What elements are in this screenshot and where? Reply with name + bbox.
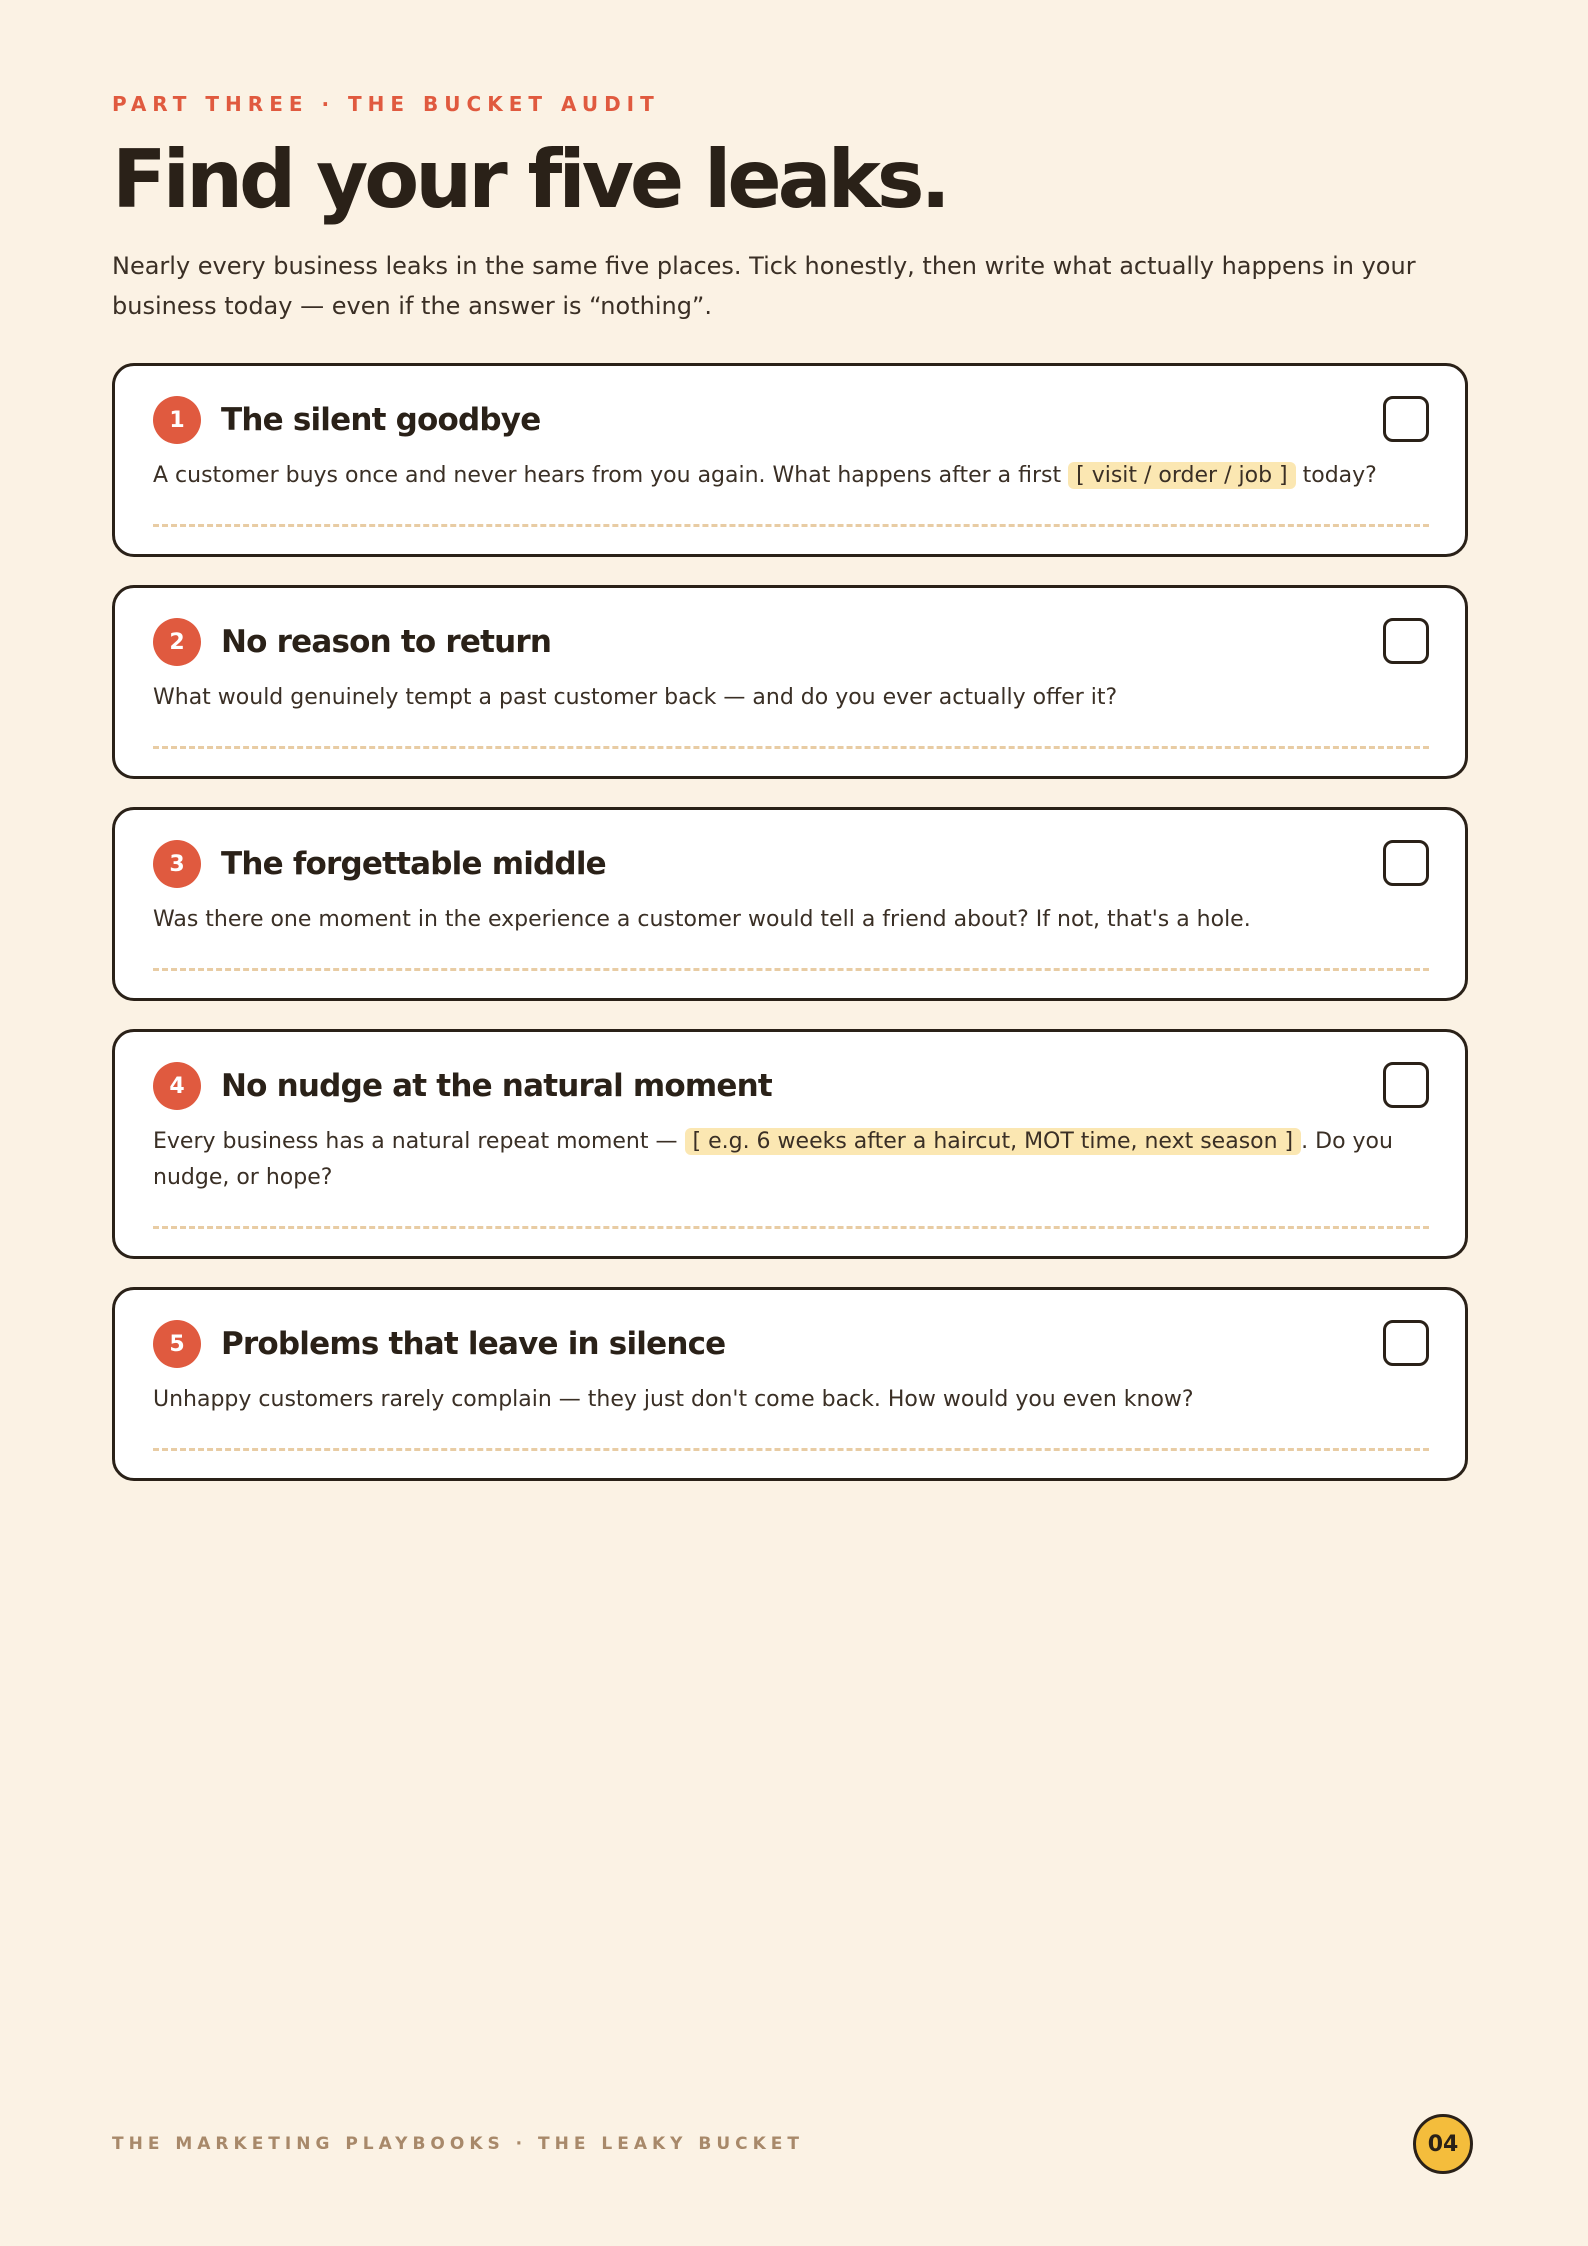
leak-description-text: Every business has a natural repeat moment — xyxy=(153,1129,678,1154)
leak-number-badge: 2 xyxy=(153,618,201,666)
leak-description xyxy=(153,1382,1435,1418)
fill-in-placeholder: [ visit / order / job ] xyxy=(1068,462,1295,489)
leak-card-3 xyxy=(112,807,1468,1001)
answer-line[interactable] xyxy=(153,1448,1429,1451)
page-title: Find your five leaks. xyxy=(112,133,947,226)
leak-card-4 xyxy=(112,1029,1468,1259)
answer-line[interactable] xyxy=(153,524,1429,527)
leak-number-badge: 3 xyxy=(153,840,201,888)
leak-description-text-end: today? xyxy=(1302,463,1377,488)
leak-title: The silent goodbye xyxy=(221,402,541,438)
intro-paragraph: Nearly every business leaks in the same five places. Tick honestly, then write what actually happens in your business today — even if the answer is “nothing”. xyxy=(112,252,1416,320)
answer-line[interactable] xyxy=(153,746,1429,749)
leak-number-badge: 1 xyxy=(153,396,201,444)
page-number-badge: 04 xyxy=(1413,2114,1473,2174)
leak-checkbox[interactable] xyxy=(1383,1320,1429,1366)
section-eyebrow: PART THREE · THE BUCKET AUDIT xyxy=(112,92,660,116)
leak-description-text: Was there one moment in the experience a customer would tell a friend about? If not, that's a hole. xyxy=(153,907,1251,932)
leak-card-2 xyxy=(112,585,1468,779)
leak-title: No nudge at the natural moment xyxy=(221,1068,772,1104)
leak-description-text-end: . Do you nudge, or hope? xyxy=(153,1129,1393,1190)
leak-card-1 xyxy=(112,363,1468,557)
leak-checkbox[interactable] xyxy=(1383,618,1429,664)
leak-title: Problems that leave in silence xyxy=(221,1326,726,1362)
leak-title: No reason to return xyxy=(221,624,552,660)
leak-description xyxy=(153,680,1435,716)
leak-card-5 xyxy=(112,1287,1468,1481)
answer-line[interactable] xyxy=(153,968,1429,971)
leak-number-badge: 5 xyxy=(153,1320,201,1368)
fill-in-placeholder: [ e.g. 6 weeks after a haircut, MOT time, next season ] xyxy=(685,1128,1302,1155)
leak-description xyxy=(153,458,1435,494)
leak-title: The forgettable middle xyxy=(221,846,606,882)
leak-description-text: Unhappy customers rarely complain — they just don't come back. How would you even know? xyxy=(153,1387,1194,1412)
leak-description xyxy=(153,902,1435,938)
leak-description xyxy=(153,1124,1435,1196)
leak-number-badge: 4 xyxy=(153,1062,201,1110)
leak-checkbox[interactable] xyxy=(1383,840,1429,886)
leak-checkbox[interactable] xyxy=(1383,396,1429,442)
answer-line[interactable] xyxy=(153,1226,1429,1229)
footer-text: THE MARKETING PLAYBOOKS · THE LEAKY BUCKET xyxy=(112,2134,805,2154)
leak-description-text: What would genuinely tempt a past customer back — and do you ever actually offer it? xyxy=(153,685,1118,710)
leak-checkbox[interactable] xyxy=(1383,1062,1429,1108)
leak-description-text: A customer buys once and never hears from you again. What happens after a first xyxy=(153,463,1062,488)
